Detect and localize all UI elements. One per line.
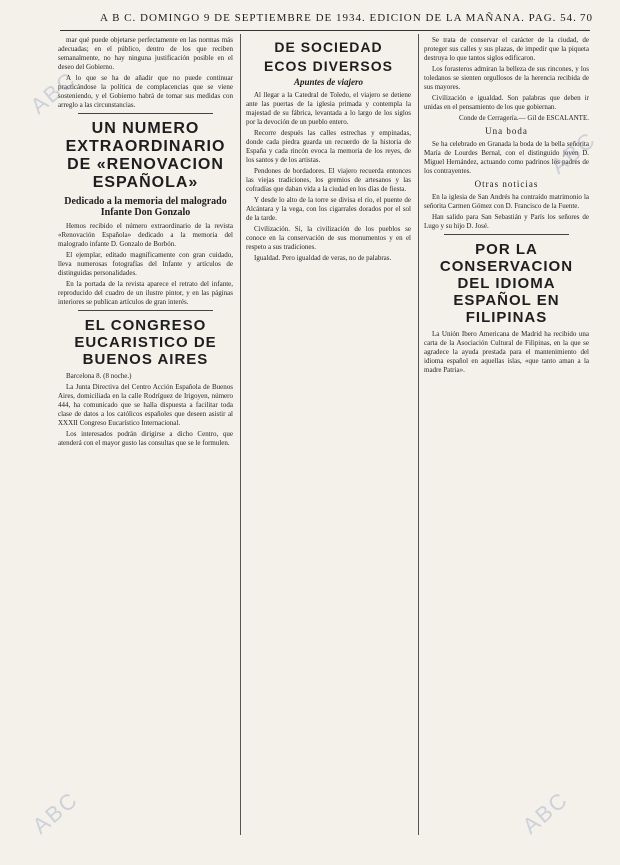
paragraph: La Unión Ibero Americana de Madrid ha recibido una carta de la Asociación Cultural de Filipinas, en la que se agradece la ayuda prestada para el mantenimiento del idioma español en aquellas islas, «que tanto aman a la madre Patria».	[424, 330, 589, 374]
watermark-logo: ABC	[27, 786, 83, 839]
watermark-logo: ABC	[517, 786, 573, 839]
article-title-filipinas: POR LA CONSERVACION DEL IDIOMA ESPAÑOL EN FILIPINAS	[439, 241, 574, 326]
wedding-title: Una boda	[485, 126, 528, 136]
paragraph: Pendones de bordadores. El viajero recuerda entonces las viejas tradiciones, los gremios de artesanos y las cofradías que daban vida a la ciudad en los días de fiesta.	[246, 167, 411, 193]
paragraph: El ejemplar, editado magníficamente con gran cuidado, lleva numerosas fotografías del Infante y artículos de distinguidas personalidades.	[58, 251, 233, 277]
column-2	[246, 36, 411, 835]
page-header	[0, 12, 620, 28]
column-divider-2	[418, 34, 419, 835]
article-title-renovacion: UN NUMERO EXTRAORDINARIO DE «RENOVACION ESPAÑOLA»	[65, 120, 226, 191]
watermark-logo: ABC	[25, 66, 81, 119]
article-title-congreso: EL CONGRESO EUCARISTICO DE BUENOS AIRES	[74, 317, 217, 368]
paragraph: En la portada de la revista aparece el retrato del infante, reproducido del cuadro de un ilustre pintor, y en las páginas interiores se publican artículos de gran interés.	[58, 280, 233, 306]
column-1	[58, 36, 233, 835]
paragraph: En la iglesia de San Andrés ha contraído matrimonio la señorita Carmen Gómez con D. Francisco de la Fuente.	[424, 193, 589, 210]
header-rule	[60, 30, 590, 31]
paragraph: Se ha celebrado en Granada la boda de la bella señorita María de Lourdes Bernal, con el distinguido joven D. Miguel Hernández, actuando como padrinos los padres de los contrayentes.	[424, 140, 589, 175]
paragraph: Igualdad. Pero igualdad de veras, no de palabras.	[254, 254, 392, 262]
column-divider-1	[240, 34, 241, 835]
article-title-apuntes: Apuntes de viajero	[294, 77, 363, 87]
paragraph: Han salido para San Sebastián y París los señores de Lugo y su hijo D. José.	[424, 213, 589, 230]
page-number: 70	[580, 12, 593, 24]
section-title: ECOS DIVERSOS	[264, 58, 393, 74]
article-subtitle: Dedicado a la memoria del malogrado Infante Don Gonzalo	[64, 196, 227, 218]
paragraph: La Junta Directiva del Centro Acción Española de Buenos Aires, domiciliada en la calle Rodríguez de Irigoyen, número 444, ha comunicado que se halla dispuesta a facilitar toda clase de datos a los católicos españoles que deseen asistir al XXXII Congreso Eucarístico Internacional.	[58, 383, 233, 427]
paragraph: Civilización. Sí, la civilización de los pueblos se conoce en la conservación de sus monumentos y en el respeto a sus tradiciones.	[246, 225, 411, 251]
notes-title: Otras noticias	[474, 179, 539, 189]
intro-paragraph: A lo que se ha de añadir que no puede continuar practicándose la política de complacencias que se viene sosteniendo, y el Gobierno habrá de tomar sus medidas con arreglo a las circunstancias.	[58, 74, 233, 109]
paragraph: Al llegar a la Catedral de Toledo, el viajero se detiene ante las puertas de la iglesia primada y contempla la majestad de su fábrica, levantada a lo largo de los siglos por la devoción de un pueblo entero.	[246, 91, 411, 126]
paragraph: Hemos recibido el número extraordinario de la revista «Renovación Española» dedicado a la memoria del malogrado infante D. Gonzalo de Borbón.	[58, 222, 233, 248]
watermark-logo: ABC	[545, 126, 601, 179]
intro-paragraph: mar qué puede objetarse perfectamente en las normas más adecuadas; en el público, dentro de los que reciben semanalmente, no hay ninguna justificación posible en el deseo del Gobierno.	[58, 36, 233, 71]
dateline: Barcelona 8. (8 noche.)	[66, 372, 132, 380]
divider	[78, 113, 213, 114]
section-kicker: DE SOCIEDAD	[274, 39, 383, 55]
signature: Conde de Cerragería.— Gil de ESCALANTE.	[458, 114, 589, 122]
divider	[78, 310, 213, 311]
paragraph: Los forasteros admiran la belleza de sus rincones, y los toledanos se sienten orgullosos de la herencia recibida de sus mayores.	[424, 65, 589, 91]
paragraph: Los interesados podrán dirigirse a dicho Centro, que atenderá con el mayor gusto las consultas que se le formulen.	[58, 430, 233, 447]
divider	[444, 234, 569, 235]
paragraph: Y desde lo alto de la torre se divisa el río, el puente de Alcántara y la vega, con los cigarrales dorados por el sol de la tarde.	[246, 196, 411, 222]
paragraph: Se trata de conservar el carácter de la ciudad, de proteger sus calles y sus plazas, de impedir que la piqueta destruya lo que tantos siglos edificaron.	[424, 36, 589, 62]
paragraph: Recorre después las calles estrechas y empinadas, donde cada piedra guarda un recuerdo de la historia de España y cada rincón evoca la memoria de los reyes, de los santos y de los artistas.	[246, 129, 411, 164]
header-date-line: A B C. DOMINGO 9 DE SEPTIEMBRE DE 1934. EDICION DE LA MAÑANA. PAG. 54.	[100, 12, 577, 24]
paragraph: Civilización e igualdad. Son palabras que deben ir unidas en el pensamiento de los que gobiernan.	[424, 94, 589, 111]
